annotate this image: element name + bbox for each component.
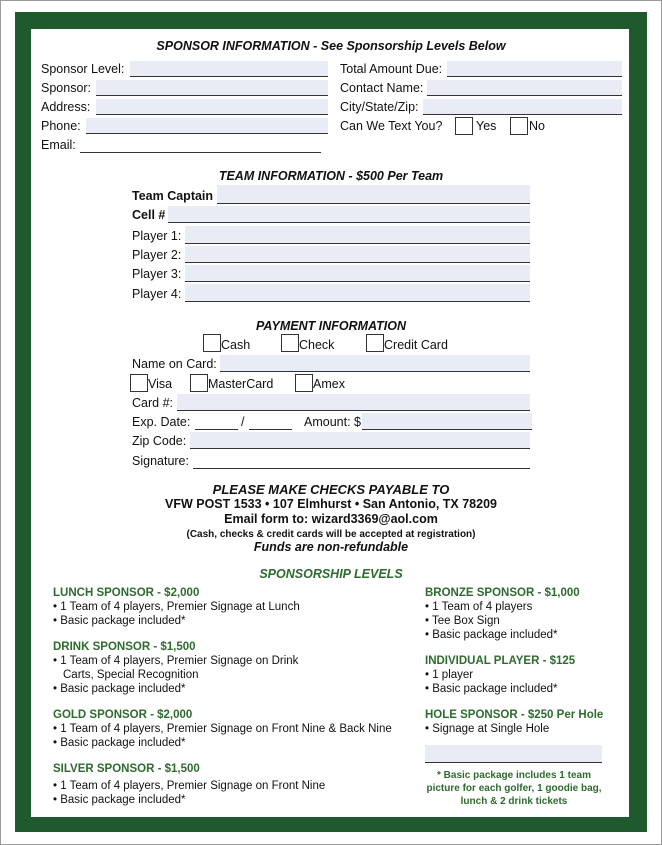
email-field[interactable] — [80, 137, 321, 153]
player1-label: Player 1: — [132, 229, 182, 243]
zip-label: Zip Code: — [132, 434, 187, 448]
visa-checkbox[interactable] — [130, 374, 148, 392]
exp-slash: / — [241, 415, 245, 429]
player4-field[interactable] — [185, 284, 530, 302]
non-refundable-note: Funds are non-refundable — [253, 540, 409, 554]
sponsor-level-label: Sponsor Level: — [41, 62, 125, 76]
mastercard-checkbox[interactable] — [190, 374, 208, 392]
text-no-checkbox[interactable] — [510, 117, 528, 135]
total-due-field[interactable] — [447, 61, 622, 77]
text-yes-label: Yes — [476, 119, 497, 133]
name-on-card-label: Name on Card: — [132, 357, 217, 371]
lunch-bullet-2: • Basic package included* — [53, 615, 186, 627]
cash-checkbox[interactable] — [203, 334, 221, 352]
exp-year-field[interactable] — [249, 414, 292, 430]
bronze-bullet-1: • 1 Team of 4 players — [425, 601, 533, 613]
drink-bullet-2: • Basic package included* — [53, 683, 186, 695]
individual-bullet-2: • Basic package included* — [425, 683, 558, 695]
name-on-card-field[interactable] — [220, 355, 530, 372]
exp-date-label: Exp. Date: — [132, 415, 191, 429]
drink-title: DRINK SPONSOR - $1,500 — [53, 641, 196, 653]
silver-title: SILVER SPONSOR - $1,500 — [53, 763, 200, 775]
hole-number-field[interactable] — [425, 745, 602, 763]
sponsor-label: Sponsor: — [41, 81, 92, 95]
basic-package-note-2: picture for each golfer, 1 goodie bag, — [426, 783, 602, 794]
player3-field[interactable] — [185, 265, 530, 282]
amex-label: Amex — [313, 377, 345, 391]
sponsor-field[interactable] — [96, 80, 328, 96]
individual-bullet-1: • 1 player — [425, 669, 474, 681]
check-checkbox[interactable] — [281, 334, 299, 352]
hole-title: HOLE SPONSOR - $250 Per Hole — [425, 709, 604, 721]
player4-label: Player 4: — [132, 287, 182, 301]
phone-field[interactable] — [86, 118, 328, 134]
gold-bullet-1: • 1 Team of 4 players, Premier Signage on Front Nine & Back Nine — [53, 723, 392, 735]
bronze-title: BRONZE SPONSOR - $1,000 — [425, 587, 580, 599]
email-label: Email: — [41, 138, 76, 152]
mastercard-label: MasterCard — [208, 377, 274, 391]
exp-month-field[interactable] — [195, 414, 238, 430]
drink-bullet-1: • 1 Team of 4 players, Premier Signage on Drink — [53, 655, 299, 667]
bronze-bullet-2: • Tee Box Sign — [425, 615, 500, 627]
basic-package-note-1: * Basic package includes 1 team — [437, 770, 591, 781]
player2-label: Player 2: — [132, 248, 182, 262]
check-label: Check — [299, 338, 335, 352]
zip-field[interactable] — [190, 432, 530, 449]
player3-label: Player 3: — [132, 267, 182, 281]
signature-field[interactable] — [193, 453, 530, 469]
signature-label: Signature: — [132, 454, 189, 468]
checks-heading: PLEASE MAKE CHECKS PAYABLE TO — [212, 482, 450, 497]
gold-title: GOLD SPONSOR - $2,000 — [53, 709, 193, 721]
email-instruction: Email form to: wizard3369@aol.com — [224, 512, 438, 526]
amex-checkbox[interactable] — [295, 374, 313, 392]
city-field[interactable] — [423, 99, 622, 115]
sponsor-heading: SPONSOR INFORMATION - See Sponsorship Levels Below — [156, 39, 506, 53]
credit-card-label: Credit Card — [384, 338, 448, 352]
payment-note: (Cash, checks & credit cards will be accepted at registration) — [186, 529, 476, 540]
visa-label: Visa — [148, 377, 173, 391]
amount-field[interactable] — [362, 413, 532, 430]
address-label: Address: — [41, 100, 91, 114]
sponsor-level-field[interactable] — [130, 61, 328, 77]
basic-package-note-3: lunch & 2 drink tickets — [460, 796, 568, 807]
text-yes-checkbox[interactable] — [455, 117, 473, 135]
phone-label: Phone: — [41, 119, 81, 133]
captain-label: Team Captain — [132, 189, 214, 203]
player1-field[interactable] — [185, 226, 530, 244]
captain-field[interactable] — [217, 185, 530, 204]
address-field[interactable] — [96, 99, 328, 115]
cash-label: Cash — [221, 338, 251, 352]
lunch-title: LUNCH SPONSOR - $2,000 — [53, 587, 200, 599]
card-number-label: Card #: — [132, 396, 173, 410]
silver-bullet-2: • Basic package included* — [53, 794, 186, 806]
payment-heading: PAYMENT INFORMATION — [256, 319, 406, 333]
levels-heading: SPONSORSHIP LEVELS — [259, 567, 403, 581]
contact-label: Contact Name: — [340, 81, 424, 95]
credit-card-checkbox[interactable] — [366, 334, 384, 352]
cell-field[interactable] — [168, 206, 530, 223]
hole-bullet-1: • Signage at Single Hole — [425, 723, 550, 735]
contact-field[interactable] — [427, 80, 622, 96]
lunch-bullet-1: • 1 Team of 4 players, Premier Signage at Lunch — [53, 601, 300, 613]
bronze-bullet-3: • Basic package included* — [425, 629, 558, 641]
card-number-field[interactable] — [177, 394, 530, 411]
drink-bullet-1-cont: Carts, Special Recognition — [63, 669, 199, 681]
total-due-label: Total Amount Due: — [340, 62, 443, 76]
amount-label: Amount: $ — [304, 415, 361, 429]
individual-title: INDIVIDUAL PLAYER - $125 — [425, 655, 576, 667]
gold-bullet-2: • Basic package included* — [53, 737, 186, 749]
vfw-address: VFW POST 1533 • 107 Elmhurst • San Antonio, TX 78209 — [165, 497, 497, 511]
text-no-label: No — [529, 119, 545, 133]
text-question: Can We Text You? — [340, 119, 443, 133]
city-label: City/State/Zip: — [340, 100, 419, 114]
team-heading: TEAM INFORMATION - $500 Per Team — [218, 169, 444, 183]
cell-label: Cell # — [132, 208, 166, 222]
silver-bullet-1: • 1 Team of 4 players, Premier Signage on Front Nine — [53, 780, 326, 792]
player2-field[interactable] — [185, 246, 530, 263]
